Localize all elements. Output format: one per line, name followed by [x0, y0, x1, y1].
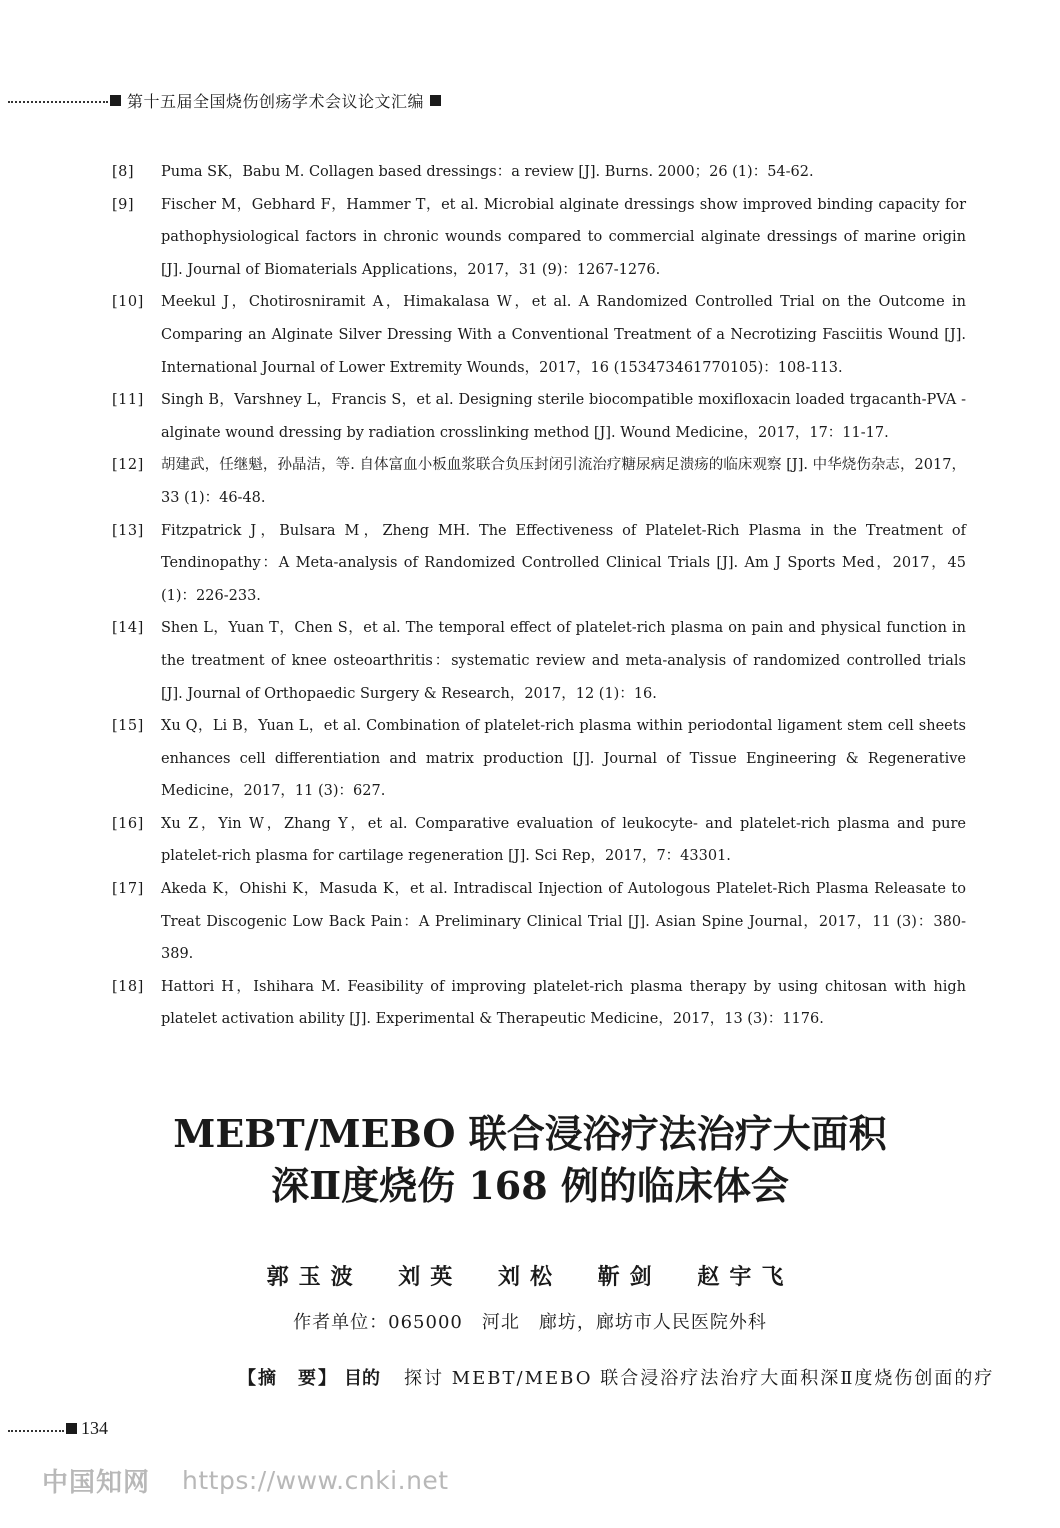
reference-item — [112, 515, 966, 613]
header-square-icon — [430, 95, 441, 106]
reference-text: Singh B，Varshney L，Francis S，et al. Designing sterile biocompatible moxifloxacin loaded trgacanth-PVA -alginate wound dressing by radiation crosslinking method [J]. Wound Medicine，2017，17：11-17. — [161, 392, 966, 441]
reference-item — [112, 808, 966, 873]
author-list — [0, 1260, 1060, 1291]
watermark-url: https://www.cnki.net — [182, 1466, 449, 1495]
author-name: 赵宇飞 — [697, 1264, 794, 1290]
reference-text: Fitzpatrick J，Bulsara M，Zheng MH. The Effectiveness of Platelet-Rich Plasma in the Treatment of Tendinopathy：A Meta-analysis of Randomized Controlled Clinical Trials [J]. Am J Sports Med，2017，45 (1)：226-233. — [161, 522, 966, 604]
article-title — [0, 1108, 1060, 1212]
reference-text: Hattori H，Ishihara M. Feasibility of improving platelet-rich plasma therapy by using chitosan with high platelet activation ability [J]. Experimental & Therapeutic Medicine，2017，13 (3)：1176. — [161, 978, 966, 1028]
reference-item — [112, 286, 966, 384]
reference-text: Meekul J，Chotirosniramit A，Himakalasa W，et al. A Randomized Controlled Trial on the Outcome in Comparing an Alginate Silver Dressing With a Conventional Treatment of a Necrotizing Fasciitis Wound [J]. International Journal of Lower Extremity Wounds，2017，16 (153473461770105)：108-113. — [161, 294, 966, 376]
reference-item — [112, 384, 966, 449]
reference-number: [11] — [112, 392, 144, 409]
reference-number: [14] — [112, 620, 144, 637]
abstract-text: 探讨 MEBT/MEBO 联合浸浴疗法治疗大面积深Ⅱ度烧伤创面的疗 — [404, 1368, 995, 1389]
author-name: 刘英 — [398, 1264, 463, 1290]
header-dotted-leader — [8, 101, 108, 103]
page-number: 134 — [81, 1418, 108, 1438]
reference-number: [17] — [112, 881, 144, 898]
reference-text: Shen L，Yuan T，Chen S，et al. The temporal effect of platelet-rich plasma on pain and physical function in the treatment of knee osteoarthritis：systematic review and meta-analysis of randomized controlled trials [J]. Journal of Orthopaedic Surgery & Research，2017，12 (1)：16. — [161, 620, 966, 702]
reference-text: 胡建武，任继魁，孙晶洁，等. 自体富血小板血浆联合负压封闭引流治疗糖尿病足溃疡的临床观察 [J]. 中华烧伤杂志，2017，33 (1)：46-48. — [161, 457, 966, 506]
reference-number: [13] — [112, 522, 144, 539]
author-name: 靳剑 — [597, 1264, 662, 1290]
footer-dotted-leader — [8, 1430, 64, 1432]
reference-text: Puma SK，Babu M. Collagen based dressings：a review [J]. Burns. 2000；26 (1)：54-62. — [161, 164, 814, 180]
article-title-line: 深Ⅱ度烧伤 168 例的临床体会 — [271, 1163, 789, 1208]
abstract-label: 【摘 要】 — [238, 1368, 338, 1389]
reference-item — [112, 971, 966, 1036]
reference-text: Xu Q，Li B，Yuan L，et al. Combination of platelet-rich plasma within periodontal ligament stem cell sheets enhances cell differentiation and matrix production [J]. Journal of Tissue Engineering & Regenerative Medicine，2017，11 (3)：627. — [161, 718, 966, 800]
reference-text: Fischer M，Gebhard F，Hammer T，et al. Microbial alginate dressings show improved binding capacity for pathophysiological factors in chronic wounds compared to commercial alginate dressings of marine origin [J]. Journal of Biomaterials Applications，2017，31 (9)：1267-1276. — [161, 196, 966, 278]
reference-number: [10] — [112, 294, 144, 311]
footer-square-icon — [66, 1423, 77, 1434]
header-title: 第十五届全国烧伤创疡学术会议论文汇编 — [127, 91, 425, 111]
reference-text: Xu Z，Yin W，Zhang Y，et al. Comparative evaluation of leukocyte- and platelet-rich plasma and pure platelet-rich plasma for cartilage regeneration [J]. Sci Rep，2017，7：43301. — [161, 815, 966, 865]
article-title-line: MEBT/MEBO 联合浸浴疗法治疗大面积 — [173, 1111, 887, 1156]
reference-text: Akeda K，Ohishi K，Masuda K，et al. Intradiscal Injection of Autologous Platelet-Rich Plasma Releasate to Treat Discogenic Low Back Pain：A Preliminary Clinical Trial [J]. Asian Spine Journal，2017，11 (3)：380-389. — [161, 881, 966, 963]
reference-number: [15] — [112, 718, 144, 735]
abstract-objective-label: 目的 — [344, 1368, 380, 1389]
reference-item — [112, 873, 966, 971]
reference-item — [112, 612, 966, 710]
abstract — [238, 1364, 994, 1390]
reference-item — [112, 710, 966, 808]
reference-number: [8] — [112, 164, 135, 180]
reference-item — [112, 156, 966, 189]
reference-number: [12] — [112, 457, 144, 474]
running-header — [8, 88, 441, 112]
reference-item — [112, 189, 966, 287]
header-square-icon — [110, 95, 121, 106]
reference-number: [16] — [112, 815, 144, 832]
author-name: 郭玉波 — [266, 1264, 363, 1290]
page-footer — [8, 1418, 108, 1439]
reference-number: [9] — [112, 196, 135, 213]
reference-list — [112, 156, 966, 1036]
author-affiliation: 作者单位：065000 河北 廊坊，廊坊市人民医院外科 — [293, 1312, 767, 1333]
reference-number: [18] — [112, 978, 144, 995]
reference-item — [112, 449, 966, 514]
author-name: 刘松 — [497, 1264, 562, 1290]
watermark-name: 中国知网 — [42, 1468, 151, 1498]
cnki-watermark — [42, 1462, 449, 1499]
